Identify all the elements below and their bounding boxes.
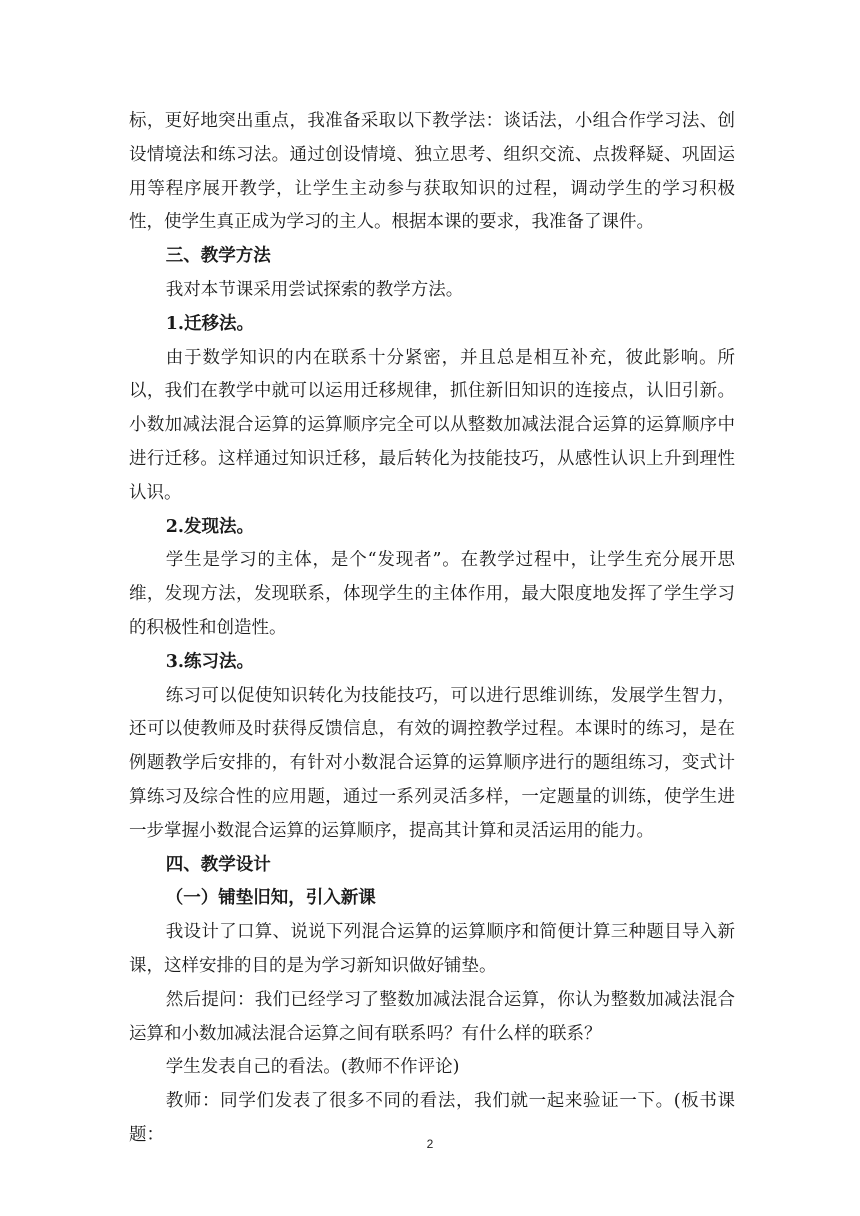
paragraph-warmup-design: 我设计了口算、说说下列混合运算的运算顺序和简便计算三种题目导入新课，这样安排的目的是为学习新知识做好铺垫。: [129, 922, 735, 976]
heading-section-four: 四、教学设计: [165, 854, 271, 875]
paragraph-transfer-method: 由于数学知识的内在联系十分紧密，并且总是相互补充，彼此影响。所以，我们在教学中就可以运用迁移规律，抓住新旧知识的连接点，认旧引新。小数加减法混合运算的运算顺序完全可以从整数加减法混合运算的运算顺序中进行迁移。这样通过知识迁移，最后转化为技能技巧，从感性认识上升到理性认识。: [129, 347, 735, 503]
page-number: 2: [426, 1137, 434, 1151]
paragraph-discovery-method: 学生是学习的主体，是个“发现者”。在教学过程中，让学生充分展开思维，发现方法，发现联系，体现学生的主体作用，最大限度地发挥了学生学习的积极性和创造性。: [129, 550, 735, 638]
heading-transfer-method: 1.迁移法。: [165, 313, 255, 334]
paragraph-practice-method: 练习可以促使知识转化为技能技巧，可以进行思维训练，发展学生智力，还可以使教师及时获得反馈信息，有效的调控教学过程。本课时的练习，是在例题教学后安排的，有针对小数混合运算的运算顺序进行的题组练习，变式计算练习及综合性的应用题，通过一系列灵活多样，一定题量的训练，使学生进一步掌握小数混合运算的运算顺序，提高其计算和灵活运用的能力。: [129, 685, 735, 841]
paragraph-teacher-question: 然后提问：我们已经学习了整数加减法混合运算，你认为整数加减法混合运算和小数加减法混合运算之间有联系吗？有什么样的联系？: [129, 989, 735, 1044]
heading-section-three: 三、教学方法: [165, 246, 271, 267]
page-body: [129, 105, 735, 1153]
heading-discovery-method: 2.发现法。: [165, 516, 255, 537]
paragraph-teacher-verify: 教师：同学们发表了很多不同的看法，我们就一起来验证一下。(板书课题：: [129, 1091, 735, 1145]
heading-subsection-one: （一）铺垫旧知，引入新课: [165, 888, 376, 909]
paragraph-method-overview: 我对本节课采用尝试探索的教学方法。: [165, 279, 464, 300]
paragraph-student-views: 学生发表自己的看法。(教师不作评论): [165, 1057, 460, 1078]
heading-practice-method: 3.练习法。: [165, 651, 255, 672]
paragraph-teaching-methods-intro: 标，更好地突出重点，我准备采取以下教学法：谈话法，小组合作学习法、创设情境法和练习法。通过创设情境、独立思考、组织交流、点拨释疑、巩固运用等程序展开教学，让学生主动参与获取知识的过程，调动学生的学习积极性，使学生真正成为学习的主人。根据本课的要求，我准备了课件。: [129, 111, 735, 233]
